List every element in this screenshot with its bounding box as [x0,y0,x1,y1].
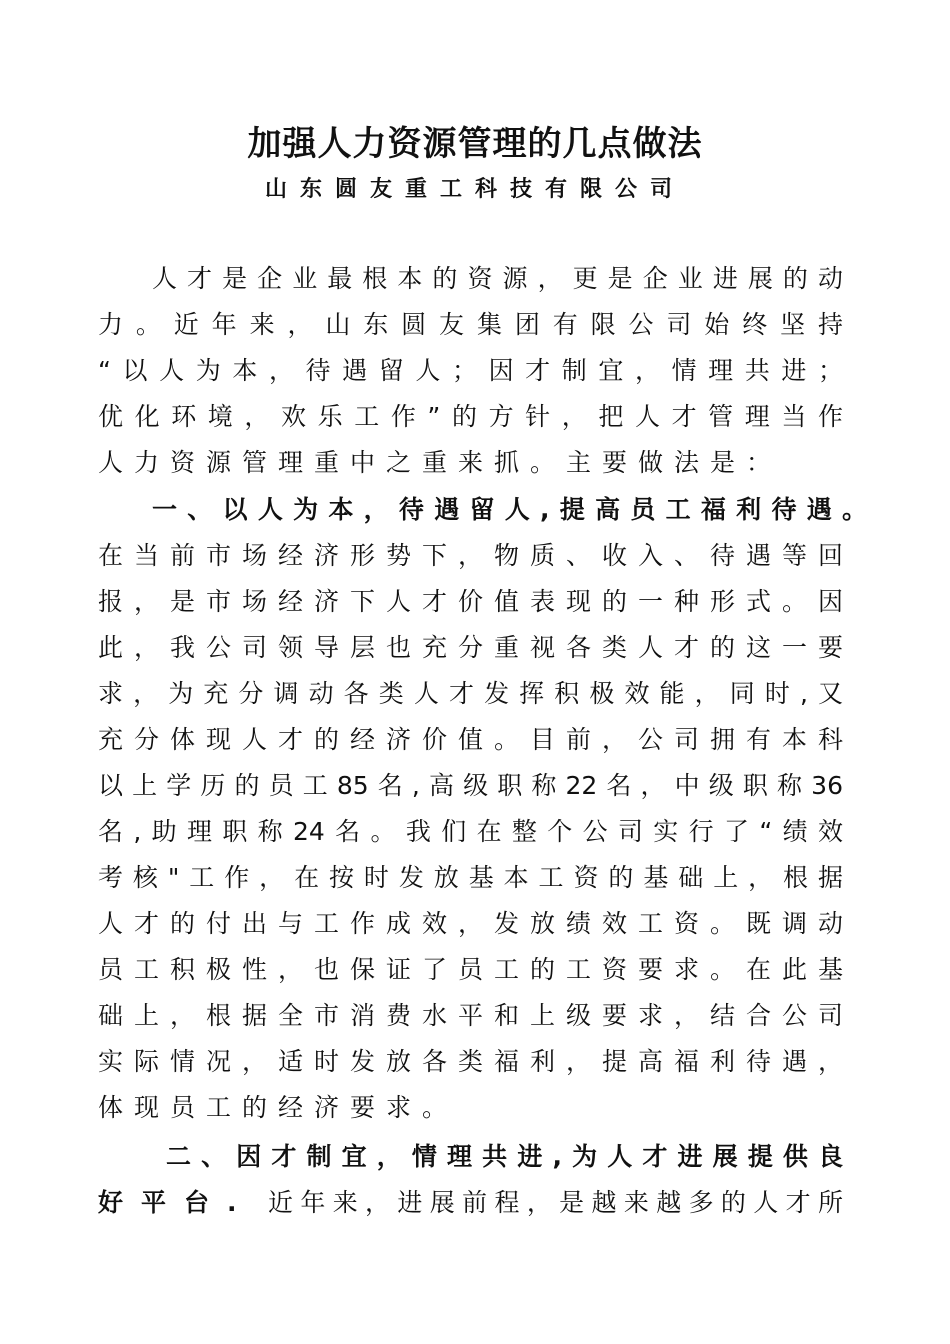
paragraph-line: 此，我公司领导层也充分重视各类人才的这一要 [98,633,843,662]
section-heading-1: 一、以人为本，待遇留人,提高员工福利待遇。 [152,495,867,524]
paragraph-line: 在当前市场经济形势下，物质、收入、待遇等回 [98,541,843,570]
paragraph-line: 员工积极性，也保证了员工的工资要求。在此基 [98,955,843,984]
paragraph-line: 体现员工的经济要求。 [98,1093,459,1122]
paragraph-line: “以人为本，待遇留人；因才制宜，情理共进； [98,356,843,385]
paragraph-line: 人才的付出与工作成效，发放绩效工资。既调动 [98,909,843,938]
paragraph-line: 求，为充分调动各类人才发挥积极效能，同时,又 [98,679,843,708]
company-name: 山东圆友重工科技有限公司 [264,177,685,202]
paragraph-line: 充分体现人才的经济价值。目前，公司拥有本科 [98,725,843,754]
paragraph-line: 础上，根据全市消费水平和上级要求，结合公司 [98,1001,843,1030]
paragraph-line: 实际情况，适时发放各类福利，提高福利待遇， [98,1047,843,1076]
paragraph-line: 人才是企业最根本的资源，更是企业进展的动 [152,264,843,293]
paragraph-line: 考核"工作，在按时发放基本工资的基础上，根据 [98,863,843,892]
paragraph-line: 近年来，进展前程，是越来越多的人才所 [268,1188,843,1217]
paragraph-line: 名,助理职称24名。我们在整个公司实行了“绩效 [98,817,843,846]
paragraph-line: 优化环境，欢乐工作”的方针，把人才管理当作 [98,402,843,431]
document-title: 加强人力资源管理的几点做法 [247,124,703,164]
paragraph-line: 人力资源管理重中之重来抓。主要做法是： [98,448,783,477]
section-heading-2-end: 好平台. [98,1188,255,1217]
paragraph-line: 以上学历的员工85名,高级职称22名，中级职称36 [98,771,843,800]
paragraph-line: 力。近年来，山东圆友集团有限公司始终坚持 [98,310,843,339]
section-heading-2: 二、因才制宜，情理共进,为人才进展提供良 [166,1142,843,1171]
paragraph-line: 报，是市场经济下人才价值表现的一种形式。因 [98,587,843,616]
